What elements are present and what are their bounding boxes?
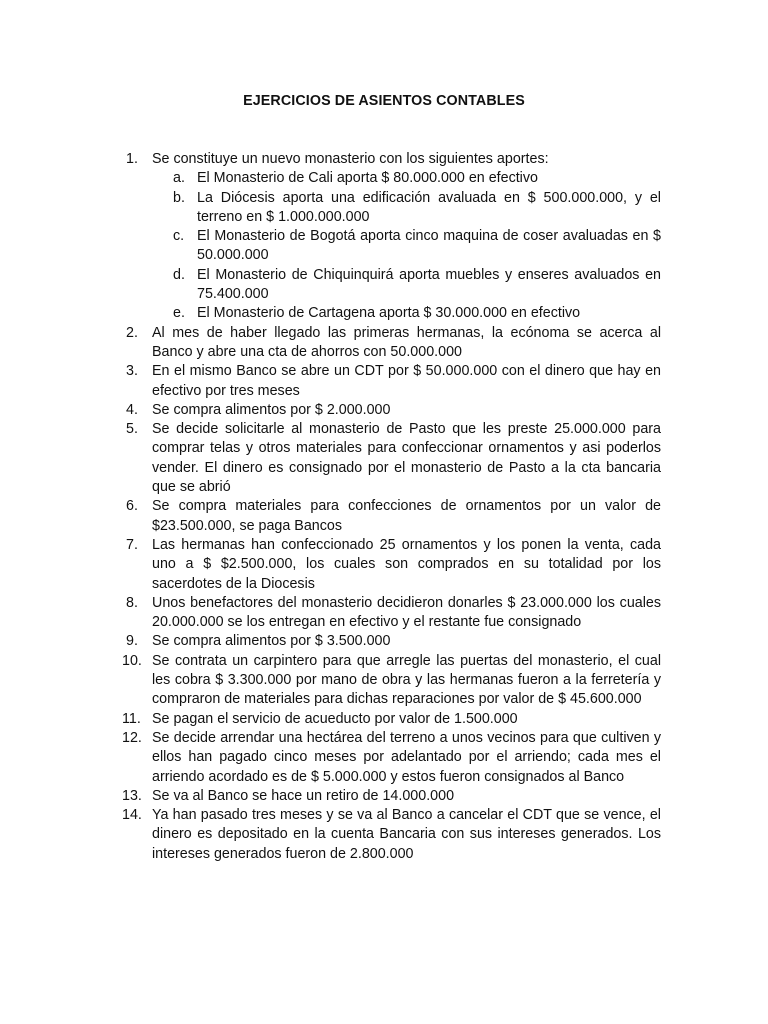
exercise-text: Al mes de haber llegado las primeras hermanas, la ecónoma se acerca al Banco y abre una cta de ahorros con 50.000.000 <box>152 324 661 360</box>
exercise-subitem <box>152 266 661 305</box>
exercise-number: 9. <box>126 633 138 650</box>
exercise-number: 5. <box>126 421 138 438</box>
exercise-number: 14. <box>122 807 142 824</box>
exercise-number: 6. <box>126 498 138 515</box>
exercise-text: Unos benefactores del monasterio decidieron donarles $ 23.000.000 los cuales 20.000.000 se los entregan en efectivo y el restante fue consignado <box>152 594 661 631</box>
exercise-item <box>122 787 661 806</box>
exercise-text: Se pagan el servicio de acueducto por valor de 1.500.000 <box>152 710 518 727</box>
exercise-subitem <box>152 189 661 228</box>
exercise-item <box>122 652 661 710</box>
exercise-item <box>126 497 661 536</box>
subitem-letter: e. <box>173 305 185 322</box>
exercise-text: Se compra alimentos por $ 2.000.000 <box>152 401 391 418</box>
exercise-number: 7. <box>126 536 138 553</box>
exercise-item <box>126 150 661 324</box>
subitem-letter: c. <box>173 228 185 245</box>
exercise-number: 13. <box>122 787 142 804</box>
exercise-text: Se compra alimentos por $ 3.500.000 <box>152 633 391 650</box>
subitem-text: El Monasterio de Chiquinquirá aporta muebles y enseres avaluados en 75.400.000 <box>197 266 661 303</box>
subitem-letter: a. <box>173 170 185 187</box>
exercise-item <box>126 401 661 420</box>
exercise-subitem-list <box>152 169 661 323</box>
exercise-number: 10. <box>122 652 142 669</box>
exercise-subitem <box>152 169 661 188</box>
exercise-item <box>126 594 661 633</box>
subitem-text: El Monasterio de Cali aporta $ 80.000.000 en efectivo <box>197 170 538 187</box>
exercise-text: Se decide arrendar una hectárea del terreno a unos vecinos para que cultiven y ellos han pagado cinco meses por adelantado por el arriendo; cada mes el arriendo acordado es de $ 5.000.000 y estos fueron consignados al Banco <box>152 729 661 785</box>
exercise-text: Ya han pasado tres meses y se va al Banco a cancelar el CDT que se vence, el dinero es depositado en la cuenta Bancaria con sus intereses generados. Los intereses generados fueron de 2.800.000 <box>152 807 661 862</box>
exercise-text: En el mismo Banco se abre un CDT por $ 50.000.000 con el dinero que hay en efectivo por tres meses <box>152 363 661 399</box>
subitem-text: La Diócesis aporta una edificación avaluada en $ 500.000.000, y el terreno en $ 1.000.000.000 <box>197 189 661 225</box>
subitem-text: El Monasterio de Bogotá aporta cinco maquina de coser avaluadas en $ 50.000.000 <box>197 228 661 264</box>
exercise-number: 3. <box>126 363 138 380</box>
exercise-item <box>126 536 661 594</box>
subitem-letter: d. <box>173 266 185 283</box>
subitem-text: El Monasterio de Cartagena aporta $ 30.000.000 en efectivo <box>197 305 581 322</box>
exercise-text: Se contrata un carpintero para que arregle las puertas del monasterio, el cual les cobra $ 3.300.000 por mano de obra y las hermanas fueron a la ferretería y compraron de materiales para dichas reparaciones por valor de $ 45.600.000 <box>152 652 661 708</box>
exercise-item <box>126 324 661 363</box>
exercise-number: 12. <box>122 729 142 746</box>
exercise-item <box>126 420 661 497</box>
exercise-item <box>122 710 661 729</box>
exercise-list <box>122 150 661 864</box>
exercise-text: Las hermanas han confeccionado 25 ornamentos y los ponen la venta, cada uno a $ $2.500.000, los cuales son comprados en su totalidad por los sacerdotes de la Diocesis <box>152 536 661 592</box>
exercise-number: 4. <box>126 401 138 418</box>
exercise-text: Se compra materiales para confecciones de ornamentos por un valor de $23.500.000, se paga Bancos <box>152 498 661 534</box>
exercise-item <box>126 362 661 401</box>
exercise-item <box>122 806 661 864</box>
exercise-text: Se va al Banco se hace un retiro de 14.000.000 <box>152 787 455 804</box>
document-title: EJERCICIOS DE ASIENTOS CONTABLES <box>243 93 525 109</box>
exercise-number: 1. <box>126 151 138 167</box>
subitem-letter: b. <box>173 189 185 206</box>
exercise-number: 11. <box>122 710 141 727</box>
exercise-text: Se decide solicitarle al monasterio de Pasto que les preste 25.000.000 para comprar telas y otros materiales para confeccionar ornamentos y asi poderlos vender. El dinero es consignado por el monasterio de Pasto a la cta bancaria que se abrió <box>152 421 661 496</box>
exercise-subitem <box>152 304 661 323</box>
exercise-number: 8. <box>126 594 138 611</box>
exercise-number: 2. <box>126 324 138 341</box>
exercise-item <box>122 729 661 787</box>
exercise-text: Se constituye un nuevo monasterio con los siguientes aportes: <box>152 151 549 167</box>
exercise-subitem <box>152 227 661 266</box>
exercise-item <box>126 632 661 651</box>
